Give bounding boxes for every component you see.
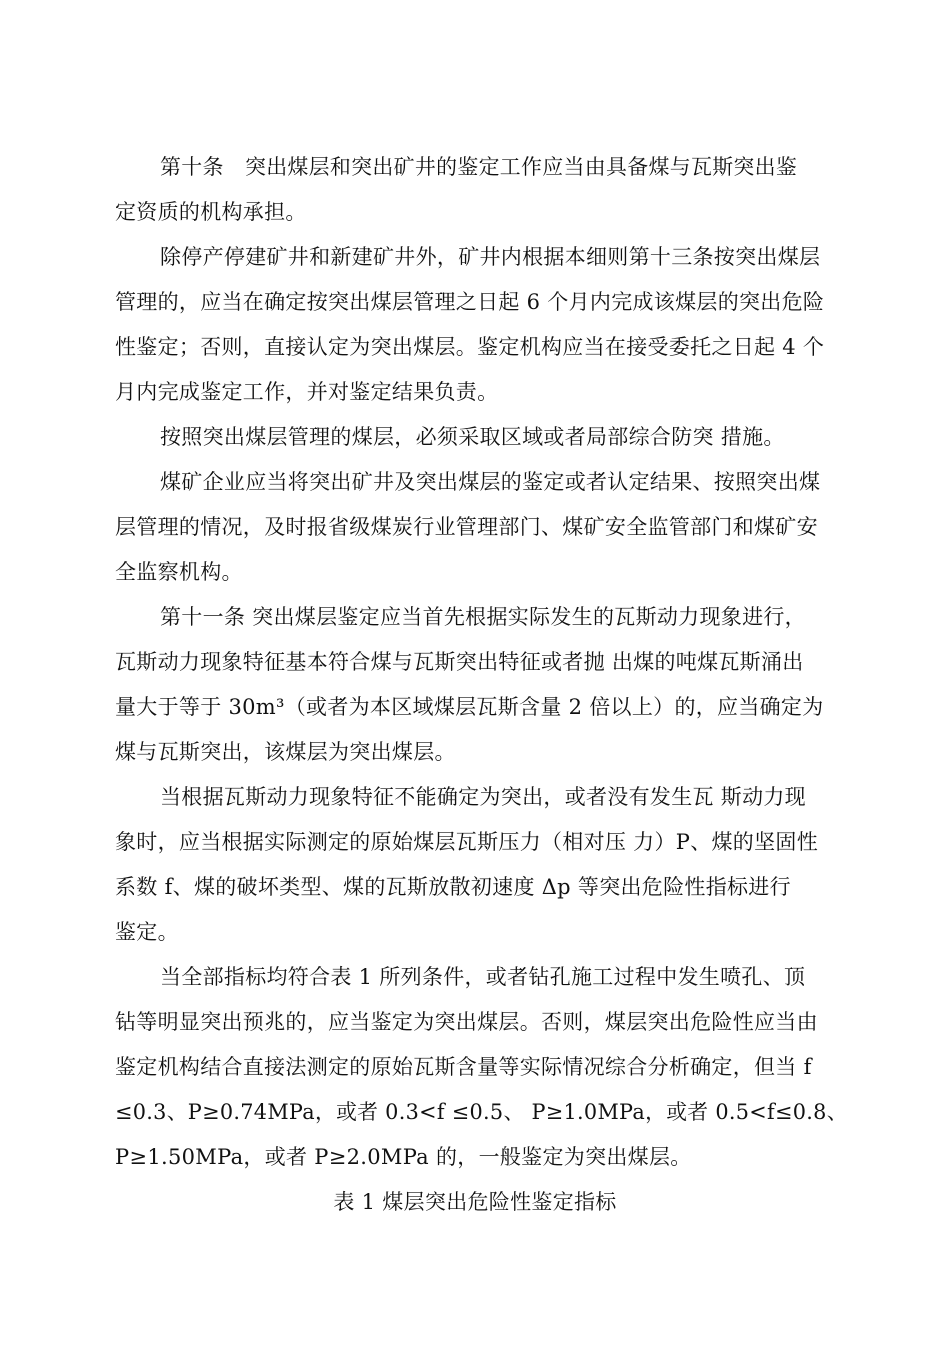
article-10-line-2: 定资质的机构承担。 xyxy=(115,200,307,224)
paragraph-2-line-3: 性鉴定；否则，直接认定为突出煤层。鉴定机构应当在接受委托之日起 4 个 xyxy=(115,335,825,359)
paragraph-2-line-1: 除停产停建矿井和新建矿井外，矿井内根据本细则第十三条按突出煤层 xyxy=(160,245,821,269)
paragraph-7-line-4: ≤0.3、P≥0.74MPa，或者 0.3<f ≤0.5、 P≥1.0MPa，或者 0.5<f≤0.8、 xyxy=(115,1100,848,1124)
article-11-line-1: 第十一条 突出煤层鉴定应当首先根据实际发生的瓦斯动力现象进行， xyxy=(160,605,806,629)
paragraph-4-line-1: 煤矿企业应当将突出矿井及突出煤层的鉴定或者认定结果、按照突出煤 xyxy=(160,470,821,494)
article-11-line-3: 量大于等于 30m³（或者为本区域煤层瓦斯含量 2 倍以上）的，应当确定为 xyxy=(115,695,824,719)
article-11-line-4: 煤与瓦斯突出，该煤层为突出煤层。 xyxy=(115,740,456,764)
paragraph-4-line-3: 全监察机构。 xyxy=(115,560,243,584)
paragraph-4-line-2: 层管理的情况，及时报省级煤炭行业管理部门、煤矿安全监管部门和煤矿安 xyxy=(115,515,818,539)
paragraph-6-line-4: 鉴定。 xyxy=(115,920,179,944)
article-10-line-1: 第十条 突出煤层和突出矿井的鉴定工作应当由具备煤与瓦斯突出鉴 xyxy=(160,155,798,179)
paragraph-2-line-4: 月内完成鉴定工作，并对鉴定结果负责。 xyxy=(115,380,499,404)
paragraph-2-line-2: 管理的，应当在确定按突出煤层管理之日起 6 个月内完成该煤层的突出危险 xyxy=(115,290,825,314)
paragraph-7-line-3: 鉴定机构结合直接法测定的原始瓦斯含量等实际情况综合分析确定，但当 f xyxy=(115,1055,812,1079)
table-caption: 表 1 煤层突出危险性鉴定指标 xyxy=(333,1190,617,1214)
paragraph-6-line-3: 系数 f、煤的破坏类型、煤的瓦斯放散初速度 Δp 等突出危险性指标进行 xyxy=(115,875,791,899)
paragraph-3-line-1: 按照突出煤层管理的煤层，必须采取区域或者局部综合防突 措施。 xyxy=(160,425,785,449)
paragraph-7-line-1: 当全部指标均符合表 1 所列条件，或者钻孔施工过程中发生喷孔、顶 xyxy=(160,965,806,989)
paragraph-6-line-2: 象时，应当根据实际测定的原始煤层瓦斯压力（相对压 力）P、煤的坚固性 xyxy=(115,830,819,854)
paragraph-7-line-5: P≥1.50MPa，或者 P≥2.0MPa 的，一般鉴定为突出煤层。 xyxy=(115,1145,692,1169)
paragraph-7-line-2: 钻等明显突出预兆的，应当鉴定为突出煤层。否则，煤层突出危险性应当由 xyxy=(115,1010,818,1034)
article-11-line-2: 瓦斯动力现象特征基本符合煤与瓦斯突出特征或者抛 出煤的吨煤瓦斯涌出 xyxy=(115,650,804,674)
paragraph-6-line-1: 当根据瓦斯动力现象特征不能确定为突出，或者没有发生瓦 斯动力现 xyxy=(160,785,806,809)
